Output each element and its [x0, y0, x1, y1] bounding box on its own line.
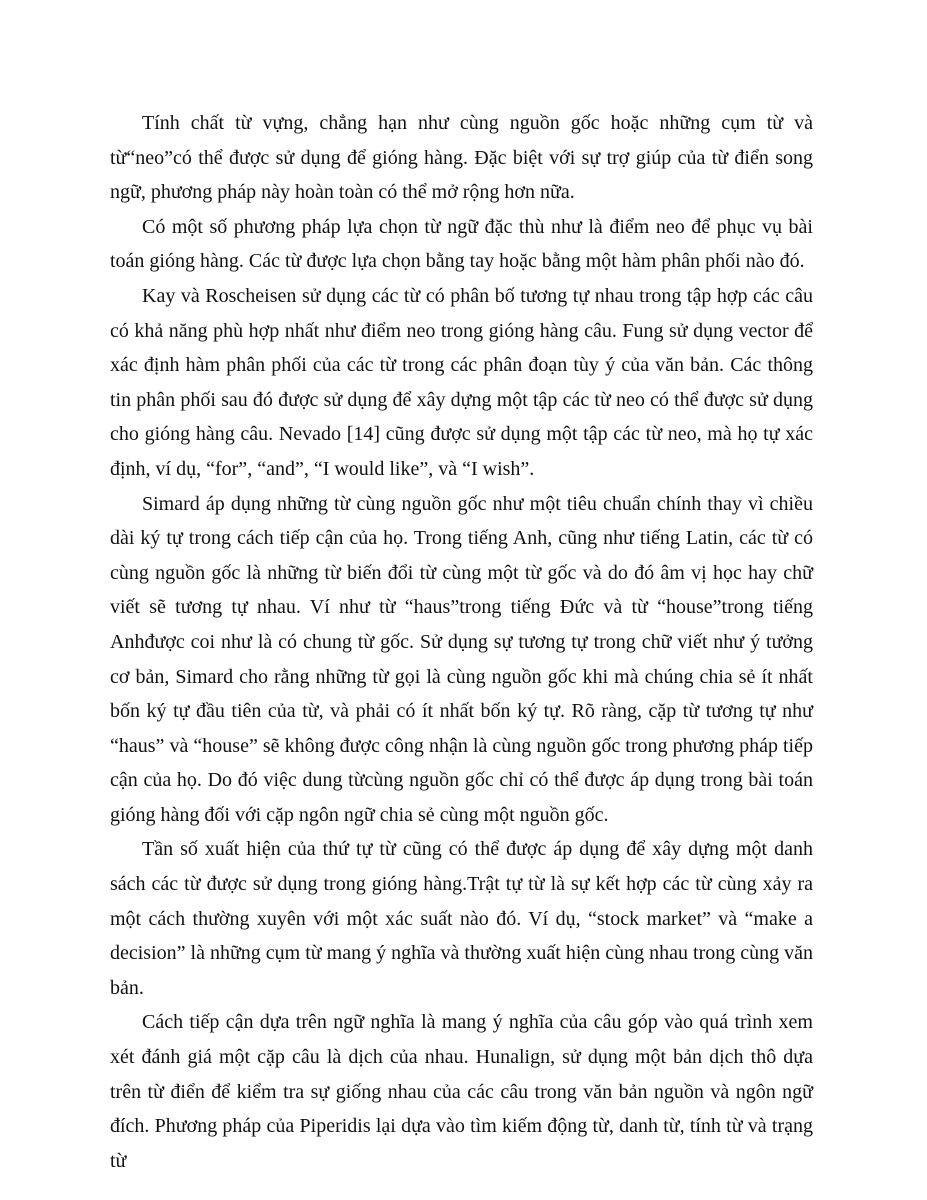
paragraph-3: Kay và Roscheisen sử dụng các từ có phân bố tương tự nhau trong tập hợp các câu có khả năng phù hợp nhất như điểm neo trong gióng hàng câu. Fung sử dụng vector để xác định hàm phân phối của các từ trong các phân đoạn tùy ý của văn bản. Các thông tin phân phối sau đó được sử dụng để xây dựng một tập các từ neo có thể được sử dụng cho gióng hàng câu. Nevado [14] cũng được sử dụng một tập các từ neo, mà họ tự xác định, ví dụ, “for”, “and”, “I would like”, và “I wish”.	[110, 284, 813, 480]
paragraph-6: Cách tiếp cận dựa trên ngữ nghĩa là mang ý nghĩa của câu góp vào quá trình xem xét đánh giá một cặp câu là dịch của nhau. Hunalign, sử dụng một bản dịch thô dựa trên từ điển để kiểm tra sự giống nhau của các câu trong văn bản nguồn và ngôn ngữ đích. Phương pháp của Piperidis lại dựa vào tìm kiếm động từ, danh từ, tính từ và trạng từ	[110, 1011, 813, 1172]
paragraph-1: Tính chất từ vựng, chẳng hạn như cùng nguồn gốc hoặc những cụm từ và từ“neo”có thể được sử dụng để gióng hàng. Đặc biệt với sự trợ giúp của từ điển song ngữ, phương pháp này hoàn toàn có thể mở rộng hơn nữa.	[110, 112, 813, 204]
paragraph-2: Có một số phương pháp lựa chọn từ ngữ đặc thù như là điểm neo để phục vụ bài toán gióng hàng. Các từ được lựa chọn bằng tay hoặc bằng một hàm phân phối nào đó.	[110, 215, 813, 273]
paragraph-4: Simard áp dụng những từ cùng nguồn gốc như một tiêu chuẩn chính thay vì chiều dài ký tự trong cách tiếp cận của họ. Trong tiếng Anh, cũng như tiếng Latin, các từ có cùng nguồn gốc là những từ biến đổi từ cùng một từ gốc và do đó âm vị học hay chữ viết sẽ tương tự nhau. Ví như từ “haus”trong tiếng Đức và từ “house”trong tiếng Anhđược coi như là có chung từ gốc. Sử dụng sự tương tự trong chữ viết như ý tưởng cơ bản, Simard cho rằng những từ gọi là cùng nguồn gốc khi mà chúng chia sẻ ít nhất bốn ký tự đầu tiên của từ, và phải có ít nhất bốn ký tự. Rõ ràng, cặp từ tương tự như “haus” và “house” sẽ không được công nhận là cùng nguồn gốc trong phương pháp tiếp cận của họ. Do đó việc dung từcùng nguồn gốc chỉ có thể được áp dụng trong bài toán gióng hàng đối với cặp ngôn ngữ chia sẻ cùng một nguồn gốc.	[110, 492, 813, 826]
paragraph-5: Tần số xuất hiện của thứ tự từ cũng có thể được áp dụng để xây dựng một danh sách các từ được sử dụng trong gióng hàng.Trật tự từ là sự kết hợp các từ cùng xảy ra một cách thường xuyên với một xác suất nào đó. Ví dụ, “stock market” và “make a decision” là những cụm từ mang ý nghĩa và thường xuất hiện cùng nhau trong cùng văn bản.	[110, 838, 813, 999]
